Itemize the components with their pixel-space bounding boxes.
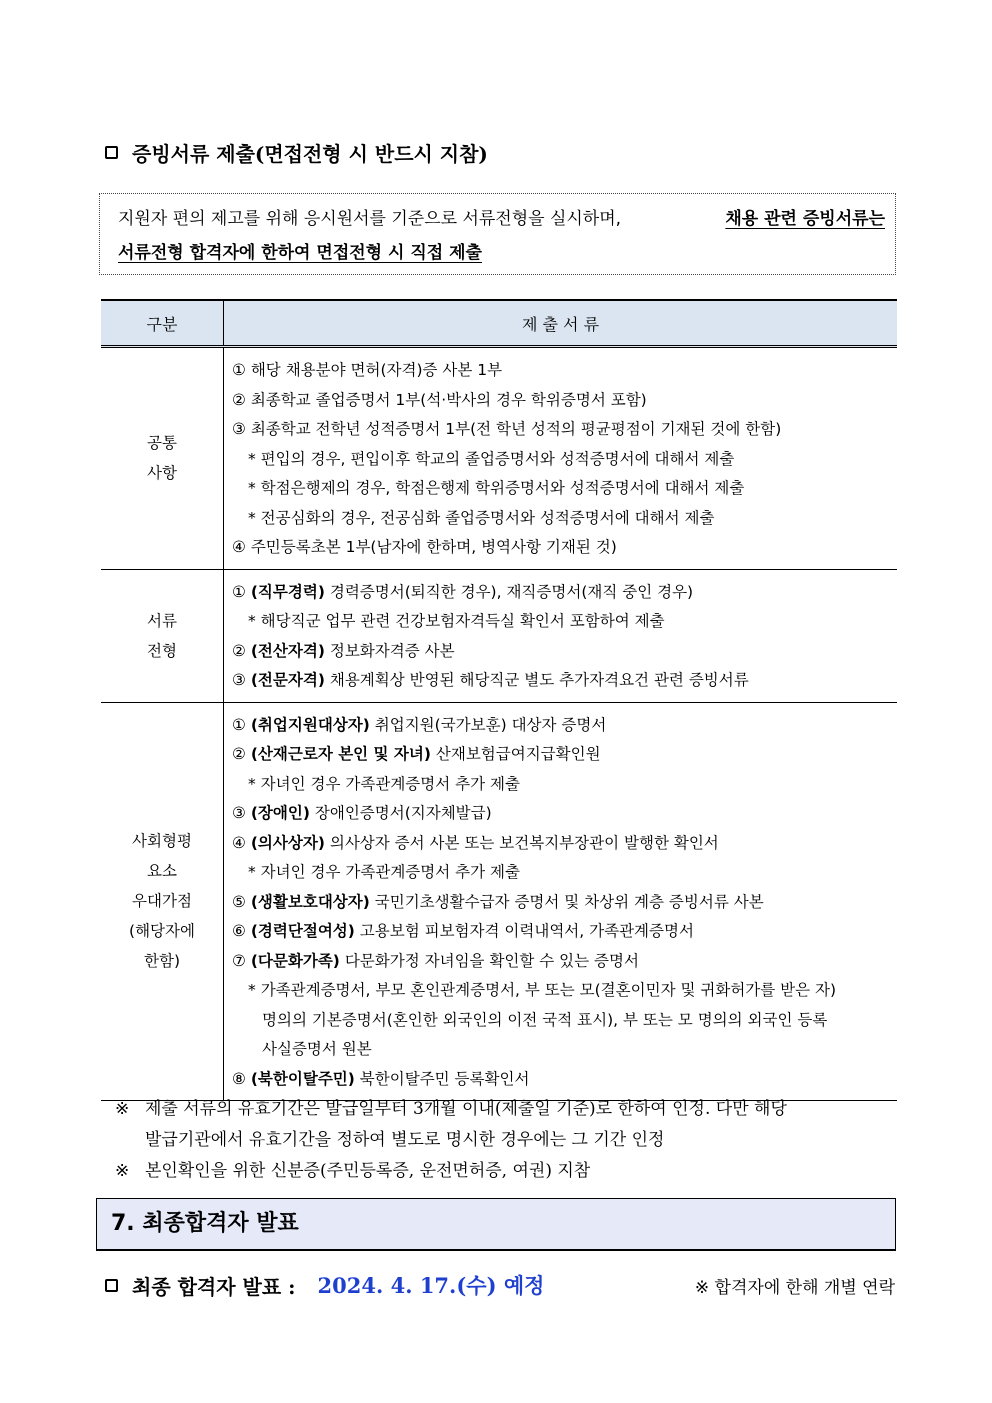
item-number: ②: [232, 745, 246, 763]
item-number: ④: [232, 833, 246, 852]
list-item: [232, 829, 891, 859]
item-number: ⑥: [232, 922, 246, 940]
note-text: 발급기관에서 유효기간을 정하여 별도로 명시한 경우에는 그 기간 인정: [145, 1130, 665, 1150]
list-item: [232, 578, 891, 608]
final-announcement: [105, 1270, 895, 1300]
item-text: 의사상자 증서 사본 또는 보건복지부장관이 발행한 확인서: [329, 833, 719, 852]
item-label: (의사상자): [250, 833, 325, 852]
list-item: ① 해당 채용분야 면허(자격)증 사본 1부: [232, 361, 503, 379]
item-text: 취업지원(국가보훈) 대상자 증명서: [374, 715, 607, 734]
item-number: ①: [232, 582, 246, 601]
item-text: 장애인증명서(지자체발급): [314, 804, 492, 822]
table-row-screening: [101, 569, 897, 702]
item-text: 산재보험급여지급확인원: [435, 745, 601, 763]
table-header-row: [101, 300, 897, 347]
list-subitem: * 전공심화의 경우, 전공심화 졸업증명서와 성적증명서에 대해서 제출: [248, 508, 715, 527]
list-item: [232, 666, 891, 696]
social-items: [224, 702, 898, 1101]
list-item: ④ 주민등록초본 1부(남자에 한하며, 병역사항 기재된 것): [232, 538, 617, 556]
list-item: [232, 888, 891, 918]
square-bullet-icon: [105, 1279, 118, 1292]
item-label: (경력단절여성): [250, 922, 355, 940]
note-star: *: [248, 981, 256, 999]
item-label: (전문자격): [250, 671, 325, 689]
documents-table: [101, 299, 897, 1101]
item-text: 다문화가정 자녀임을 확인할 수 있는 증명서: [344, 951, 639, 970]
item-number: ⑦: [232, 951, 246, 970]
section-heading: [105, 138, 488, 167]
item-number: ⑧: [232, 1069, 246, 1088]
header-category: 구분: [101, 300, 224, 347]
common-items: [224, 347, 898, 570]
category-text: 사회형평: [132, 832, 192, 851]
item-label: (생활보호대상자): [250, 892, 370, 911]
item-text: 정보화자격증 사본: [329, 641, 455, 660]
note-id: [115, 1156, 897, 1187]
list-item: [232, 947, 891, 977]
item-number: ③: [232, 804, 246, 822]
list-item: [232, 740, 891, 770]
section-7-title: 7. 최종합격자 발표: [111, 1211, 299, 1236]
notes: [115, 1094, 897, 1187]
item-label: (산재근로자 본인 및 자녀): [250, 745, 431, 763]
notice-bold-text-1: 채용 관련 증빙서류는: [725, 209, 885, 229]
list-item: ② 최종학교 졸업증명서 1부(석·박사의 경우 학위증명서 포함): [232, 390, 647, 409]
item-text: 고용보험 피보험자격 이력내역서, 가족관계증명서: [359, 922, 694, 940]
note-text: 본인확인을 위한 신분증(주민등록증, 운전면허증, 여권) 지참: [145, 1161, 591, 1181]
final-label: 최종 합격자 발표 :: [132, 1274, 296, 1299]
note-validity: [115, 1094, 897, 1156]
final-contact-note: ※ 합격자에 한해 개별 연락: [694, 1277, 895, 1298]
list-subitem: [232, 976, 891, 1006]
item-text: 경력증명서(퇴직한 경우), 재직증명서(재직 중인 경우): [329, 582, 694, 601]
reference-mark-icon: ※: [115, 1099, 130, 1119]
list-subitem: * 학점은행제의 경우, 학점은행제 학위증명서와 성적증명서에 대해서 제출: [248, 479, 745, 497]
list-subitem: * 자녀인 경우 가족관계증명서 추가 제출: [248, 863, 520, 881]
item-label: (직무경력): [250, 582, 325, 601]
list-subitem-cont: 명의의 기본증명서(혼인한 외국인의 이전 국적 표시), 부 또는 모 명의의 외국인 등록: [262, 1010, 828, 1029]
section-heading-text: 증빙서류 제출(면접전형 시 반드시 지참): [132, 142, 488, 166]
square-bullet-icon: [105, 146, 118, 159]
item-label: (다문화가족): [250, 951, 340, 970]
final-date: 2024. 4. 17.(수) 예정: [317, 1273, 545, 1298]
notice-box: [99, 193, 896, 275]
category-common: [101, 347, 224, 570]
item-text: 채용계획상 반영된 해당직군 별도 추가자격요건 관련 증빙서류: [329, 671, 749, 689]
category-text: (해당자에: [129, 922, 195, 941]
list-item: [232, 1065, 891, 1095]
item-number: ②: [232, 641, 246, 660]
list-item: [232, 917, 891, 947]
note-text: 가족관계증명서, 부모 혼인관계증명서, 부 또는 모(결혼이민자 및 귀화허가를 받은 자): [260, 981, 837, 999]
list-item: [232, 637, 891, 667]
category-social: [101, 702, 224, 1101]
category-text: 서류: [147, 611, 177, 630]
list-item: [232, 799, 891, 829]
notice-bold-text-2: 서류전형 합격자에 한하여 면접전형 시 직접 제출: [118, 243, 482, 263]
notice-line-1: [118, 202, 885, 236]
category-text: 한함): [144, 952, 180, 971]
screening-items: [224, 569, 898, 702]
list-item: [232, 711, 891, 741]
item-label: (장애인): [250, 804, 310, 822]
list-item: ③ 최종학교 전학년 성적증명서 1부(전 학년 성적의 평균평점이 기재된 것에 한함): [232, 420, 782, 438]
item-number: ①: [232, 715, 246, 734]
note-text: 제출 서류의 유효기간은 발급일부터 3개월 이내(제출일 기준)로 한하여 인정. 다만 해당: [145, 1099, 787, 1119]
section-7-header: [96, 1198, 896, 1251]
list-subitem: * 해당직군 업무 관련 건강보험자격득실 확인서 포함하여 제출: [248, 612, 665, 630]
category-text: 전형: [147, 641, 177, 660]
category-screening: [101, 569, 224, 702]
item-label: (북한이탈주민): [250, 1069, 355, 1088]
table-row-common: [101, 347, 897, 570]
reference-mark-icon: ※: [115, 1161, 130, 1181]
category-text: 사항: [147, 464, 177, 483]
notice-line-2: [118, 236, 885, 270]
item-number: ⑤: [232, 892, 246, 911]
category-text: 공통: [147, 434, 177, 453]
item-text: 북한이탈주민 등록확인서: [359, 1069, 530, 1088]
item-number: ③: [232, 671, 246, 689]
item-text: 국민기초생활수급자 증명서 및 차상위 계층 증빙서류 사본: [374, 892, 764, 911]
header-documents: 제 출 서 류: [224, 300, 898, 347]
item-label: (취업지원대상자): [250, 715, 370, 734]
category-text: 요소: [147, 862, 177, 881]
notice-normal-text: 지원자 편의 제고를 위해 응시원서를 기준으로 서류전형을 실시하며,: [118, 209, 622, 229]
list-subitem-cont: 사실증명서 원본: [262, 1040, 372, 1058]
table-row-social: [101, 702, 897, 1101]
list-subitem: * 편입의 경우, 편입이후 학교의 졸업증명서와 성적증명서에 대해서 제출: [248, 449, 735, 468]
item-label: (전산자격): [250, 641, 325, 660]
list-subitem: * 자녀인 경우 가족관계증명서 추가 제출: [248, 774, 520, 793]
category-text: 우대가점: [132, 892, 192, 911]
